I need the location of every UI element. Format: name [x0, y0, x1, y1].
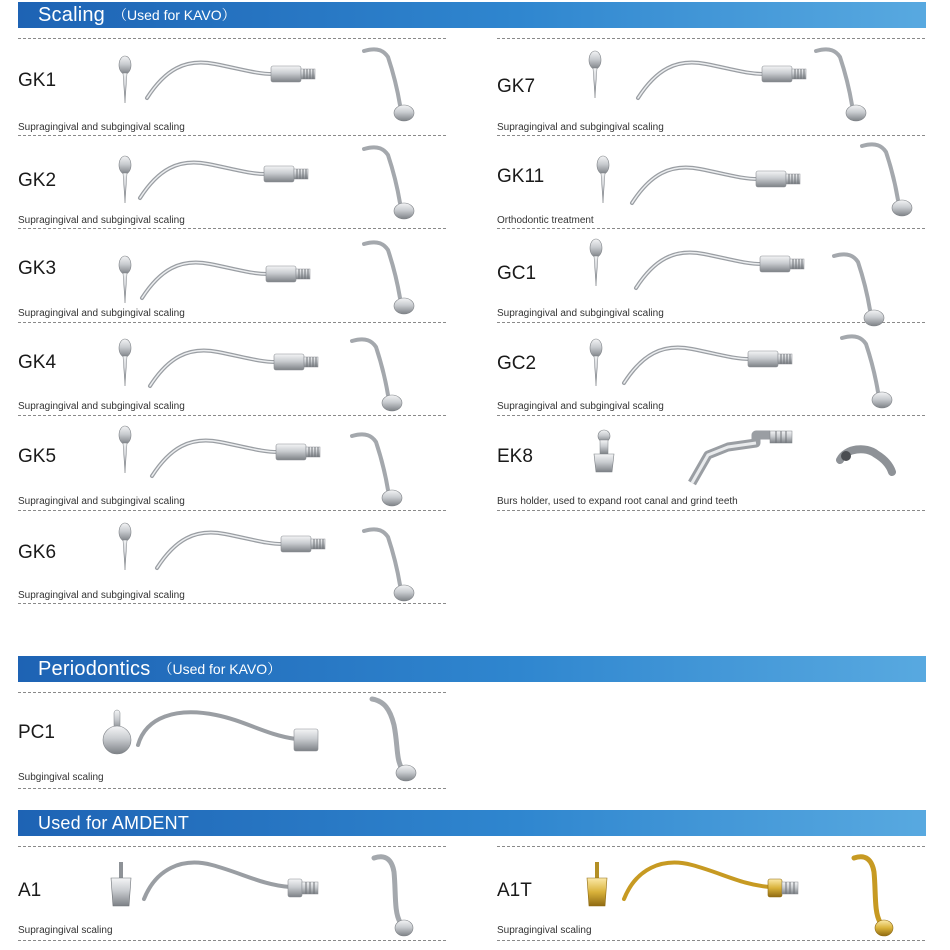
scaler-tip-icon — [145, 50, 323, 104]
gold-scaler-tip-front-icon — [584, 860, 610, 912]
tip-description: Supragingival and subgingival scaling — [18, 215, 185, 226]
divider — [18, 135, 446, 136]
scaler-tip-side-icon — [360, 45, 422, 125]
scaler-tip-icon — [148, 338, 326, 396]
section-subtitle: （Used for KAVO） — [113, 7, 236, 23]
scaler-tip-front-icon — [593, 155, 615, 205]
tip-code: A1T — [497, 880, 532, 901]
tip-description: Supragingival and subgingival scaling — [18, 308, 185, 319]
section-title: Used for AMDENT — [38, 812, 190, 833]
tip-code: GK6 — [18, 542, 57, 563]
scaler-tip-side-icon — [348, 430, 420, 500]
scaler-tip-front-icon — [115, 55, 135, 107]
tip-code: GK11 — [497, 166, 545, 187]
divider — [18, 510, 446, 511]
divider — [18, 692, 446, 693]
section-title: Scaling — [38, 3, 105, 26]
scaler-tip-front-icon — [108, 860, 134, 912]
divider — [18, 940, 446, 941]
scaler-tip-side-icon — [368, 695, 424, 785]
scaler-tip-side-icon — [812, 45, 902, 123]
tip-description: Burs holder, used to expand root canal and grind teeth — [497, 496, 738, 507]
scaler-tip-icon — [634, 240, 812, 300]
divider — [497, 415, 925, 416]
scaler-tip-icon — [136, 705, 322, 757]
scaler-tip-icon — [622, 335, 800, 387]
tip-description: Supragingival and subgingival scaling — [18, 590, 185, 601]
scaler-tip-icon — [636, 50, 814, 108]
divider — [497, 135, 925, 136]
divider — [497, 510, 925, 511]
burs-holder-side-icon — [836, 440, 896, 476]
scaler-tip-icon — [142, 855, 322, 911]
tip-code: GK4 — [18, 352, 57, 373]
section-title: Periodontics — [38, 657, 151, 680]
tip-description: Supragingival and subgingival scaling — [18, 122, 185, 133]
tip-description: Supragingival scaling — [18, 925, 113, 936]
tip-description: Supragingival and subgingival scaling — [497, 122, 664, 133]
gold-scaler-tip-side-icon — [850, 852, 904, 938]
tip-code: EK8 — [497, 446, 533, 467]
scaling-section-banner — [18, 2, 926, 28]
amdent-section-banner — [18, 810, 926, 836]
tip-description: Supragingival scaling — [497, 925, 592, 936]
scaler-tip-icon — [150, 428, 328, 486]
divider — [497, 846, 925, 847]
periodontics-section-banner — [18, 656, 926, 682]
scaler-tip-side-icon — [360, 143, 422, 223]
divider — [497, 322, 925, 323]
tip-code: GK7 — [497, 76, 536, 97]
divider — [18, 228, 446, 229]
divider — [18, 38, 446, 39]
section-subtitle: （Used for KAVO） — [158, 661, 282, 677]
scaler-tip-icon — [138, 150, 316, 204]
tip-description: Supragingival and subgingival scaling — [18, 496, 185, 507]
scaler-tip-front-icon — [586, 338, 616, 384]
scaler-tip-front-icon — [115, 425, 135, 485]
tip-code: GK1 — [18, 70, 57, 91]
tip-code: GK5 — [18, 446, 57, 467]
scaler-tip-icon — [630, 155, 808, 207]
divider — [18, 846, 446, 847]
divider — [18, 415, 446, 416]
tip-code: GK3 — [18, 258, 57, 279]
scaler-tip-front-icon — [585, 50, 611, 112]
divider — [497, 38, 925, 39]
scaler-tip-icon — [140, 250, 318, 304]
scaler-tip-side-icon — [360, 525, 422, 595]
tip-description: Supragingival and subgingival scaling — [497, 308, 664, 319]
scaler-tip-side-icon — [360, 238, 422, 318]
divider — [18, 603, 446, 604]
tip-description: Subgingival scaling — [18, 772, 104, 783]
tip-description: Supragingival and subgingival scaling — [497, 401, 664, 412]
tip-description: Orthodontic treatment — [497, 215, 594, 226]
scaler-tip-front-icon — [115, 255, 135, 307]
divider — [497, 228, 925, 229]
tip-description: Supragingival and subgingival scaling — [18, 401, 185, 412]
tip-code: GC1 — [497, 263, 537, 284]
tip-code: GC2 — [497, 353, 537, 374]
scaler-tip-front-icon — [115, 338, 135, 394]
tip-code: PC1 — [18, 722, 55, 743]
gold-scaler-tip-icon — [622, 855, 802, 911]
scaler-tip-side-icon — [858, 140, 908, 225]
scaler-tip-side-icon — [370, 852, 424, 938]
tip-code: A1 — [18, 880, 42, 901]
scaler-tip-front-icon — [100, 708, 136, 754]
tip-code: GK2 — [18, 170, 57, 191]
scaler-tip-front-icon — [586, 238, 616, 302]
scaler-tip-front-icon — [115, 155, 135, 207]
scaler-tip-front-icon — [115, 522, 145, 584]
scaler-tip-side-icon — [348, 335, 420, 415]
burs-holder-front-icon — [590, 428, 618, 484]
scaler-tip-side-icon — [838, 332, 900, 410]
scaler-tip-icon — [155, 520, 333, 582]
divider — [497, 940, 925, 941]
burs-holder-icon — [686, 425, 798, 487]
scaler-tip-side-icon — [830, 250, 900, 312]
divider — [18, 788, 446, 789]
divider — [18, 322, 446, 323]
